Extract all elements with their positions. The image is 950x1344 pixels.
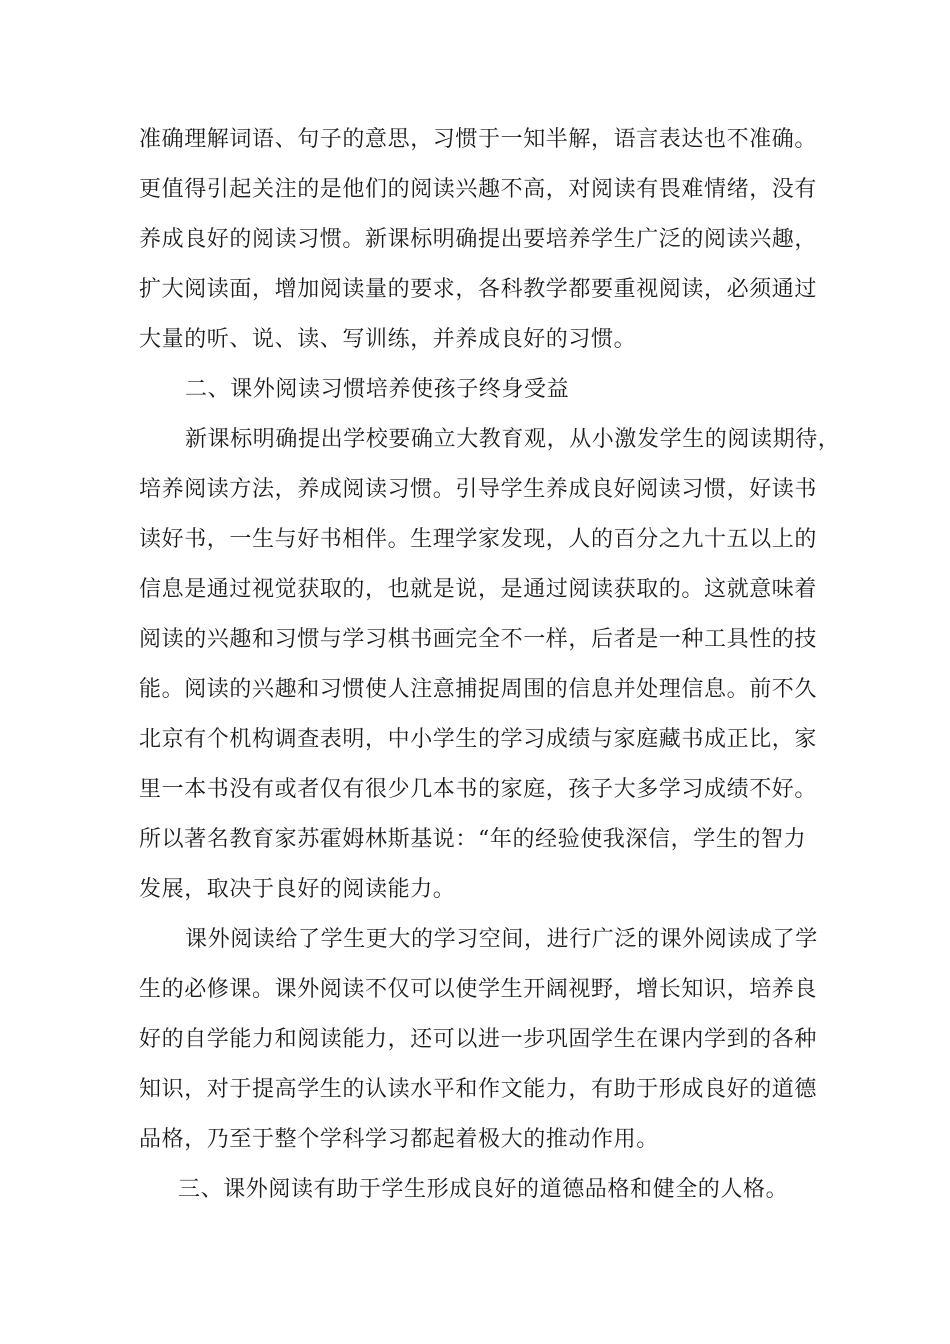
paragraph-2-line-7: 北京有个机构调查表明，中小学生的学习成绩与家庭藏书成正比，家 [139,727,818,752]
paragraph-2-line-9: 所以著名教育家苏霍姆林斯基说：“年的经验使我深信，学生的智力 [139,827,807,852]
paragraph-3-line-2: 生的必修课。课外阅读不仅可以使学生开阔视野，增长知识，培养良 [139,977,818,1002]
section-heading-2: 二、课外阅读习惯培养使孩子终身受益 [185,377,570,402]
paragraph-2-line-10: 发展，取决于良好的阅读能力。 [139,877,456,902]
paragraph-2-line-8: 里一本书没有或者仅有很少几本书的家庭，孩子大多学习成绩不好。 [139,777,818,802]
paragraph-1-line-1: 准确理解词语、句子的意思，习惯于一知半解，语言表达也不准确。 [139,127,818,152]
paragraph-1-line-4: 扩大阅读面，增加阅读量的要求，各科教学都要重视阅读，必须通过 [139,277,818,302]
paragraph-2-line-3: 读好书，一生与好书相伴。生理学家发现，人的百分之九十五以上的 [139,527,818,552]
paragraph-2-line-1: 新课标明确提出学校要确立大教育观，从小激发学生的阅读期待， [185,427,841,452]
paragraph-1-line-5: 大量的听、说、读、写训练，并养成良好的习惯。 [139,327,637,352]
paragraph-2-line-4: 信息是通过视觉获取的，也就是说，是通过阅读获取的。这就意味着 [139,577,818,602]
paragraph-3-line-3: 好的自学能力和阅读能力，还可以进一步巩固学生在课内学到的各种 [139,1027,818,1052]
paragraph-1-line-3: 养成良好的阅读习惯。新课标明确提出要培养学生广泛的阅读兴趣， [139,227,818,252]
paragraph-1-line-2: 更值得引起关注的是他们的阅读兴趣不高，对阅读有畏难情绪，没有 [139,177,818,202]
paragraph-2-line-6: 能。阅读的兴趣和习惯使人注意捕捉周围的信息并处理信息。前不久 [139,677,818,702]
paragraph-3-line-5: 品格，乃至于整个学科学习都起着极大的推动作用。 [139,1127,659,1152]
paragraph-2-line-2: 培养阅读方法，养成阅读习惯。引导学生养成良好阅读习惯，好读书 [139,477,818,502]
paragraph-3-line-1: 课外阅读给了学生更大的学习空间，进行广泛的课外阅读成了学 [185,927,818,952]
section-heading-3: 三、课外阅读有助于学生形成良好的道德品格和健全的人格。 [178,1177,789,1202]
paragraph-3-line-4: 知识，对于提高学生的认读水平和作文能力，有助于形成良好的道德 [139,1077,818,1102]
paragraph-2-line-5: 阅读的兴趣和习惯与学习棋书画完全不一样，后者是一种工具性的技 [139,627,818,652]
